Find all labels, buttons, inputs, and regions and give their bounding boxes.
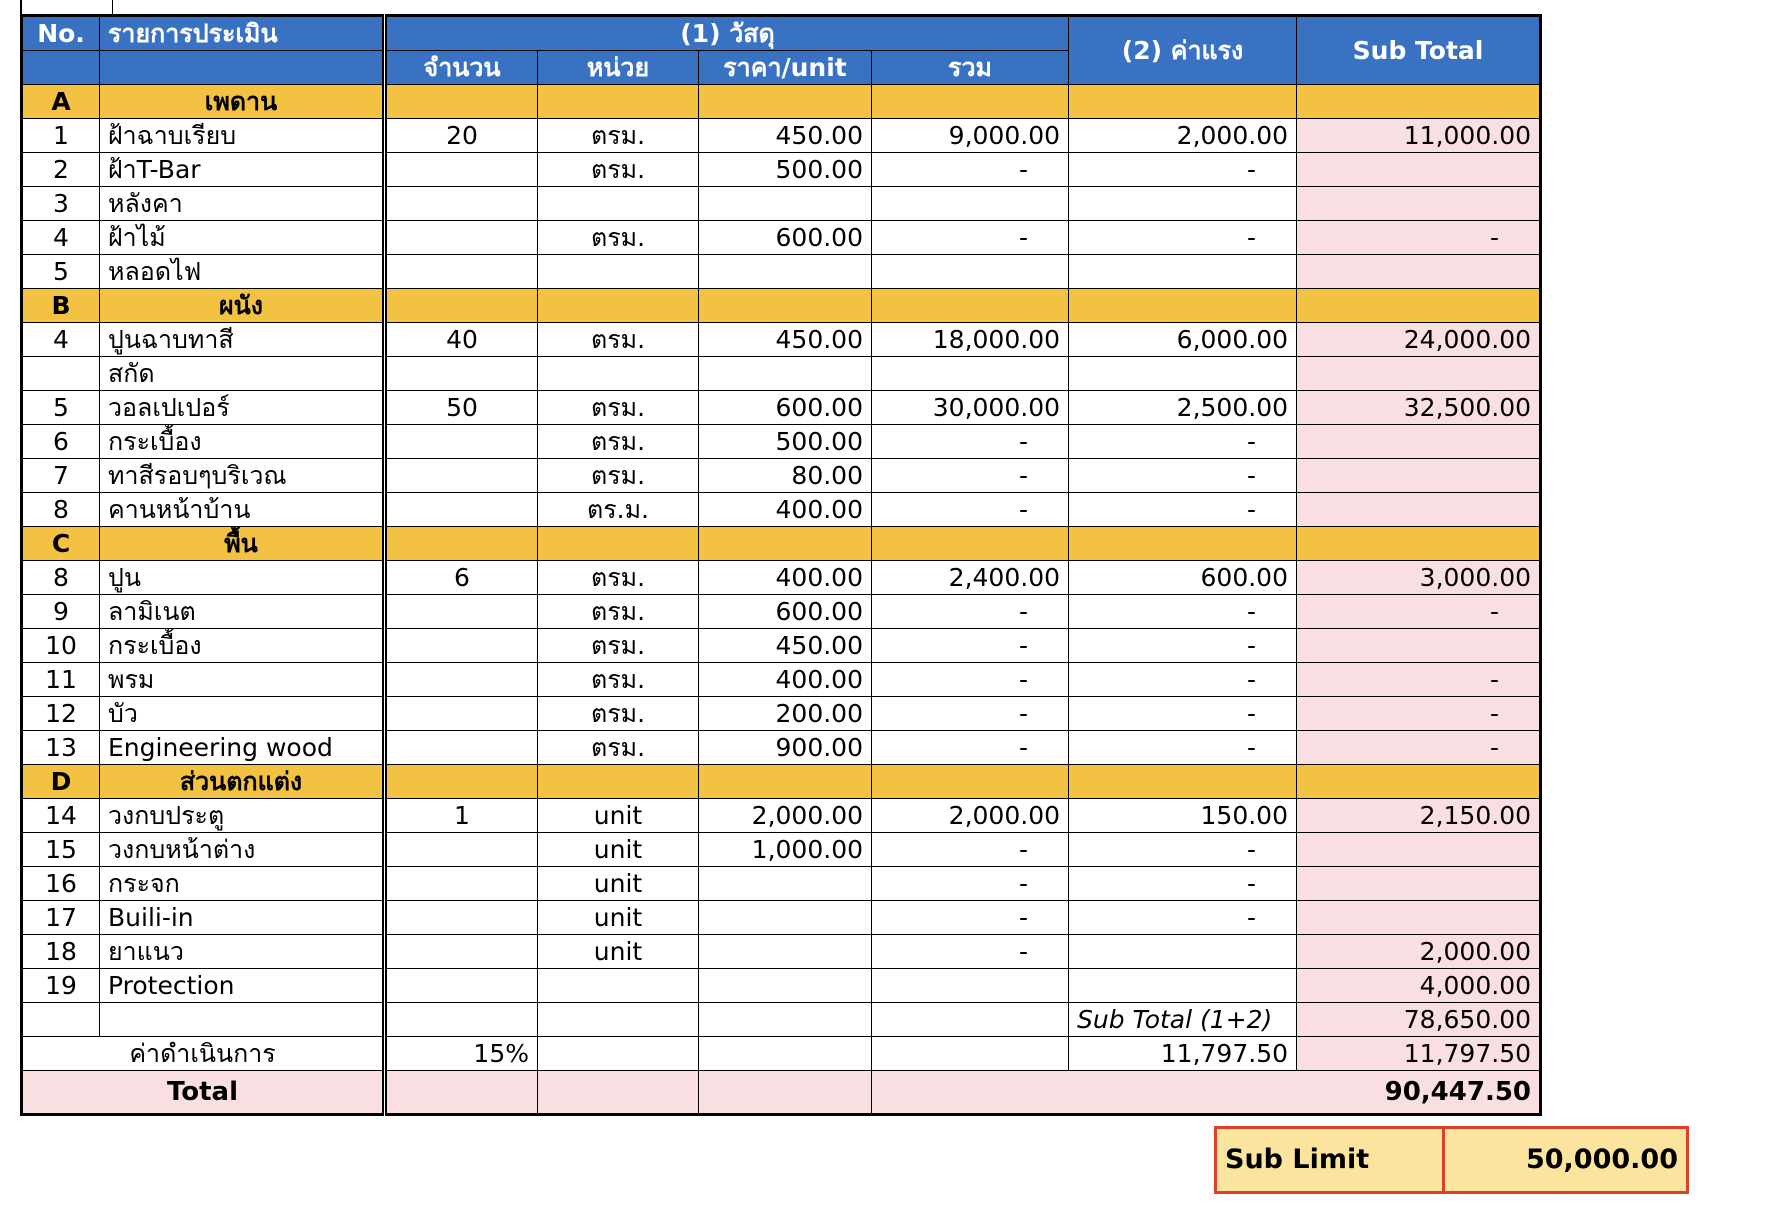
row-no: 13 bbox=[22, 731, 100, 765]
section-blank-cell bbox=[1297, 85, 1541, 119]
row-subtotal bbox=[1297, 901, 1541, 935]
row-item: หลอดไฟ bbox=[100, 255, 385, 289]
header-subtotal: Sub Total bbox=[1297, 16, 1541, 85]
row-qty bbox=[385, 357, 538, 391]
row-no: 11 bbox=[22, 663, 100, 697]
row-labor bbox=[1069, 935, 1297, 969]
row-qty bbox=[385, 629, 538, 663]
row-labor: - bbox=[1069, 425, 1297, 459]
row-qty bbox=[385, 833, 538, 867]
row-item: กระจก bbox=[100, 867, 385, 901]
table-row bbox=[22, 731, 1541, 765]
row-price: 450.00 bbox=[699, 119, 872, 153]
sub-limit-label: Sub Limit bbox=[1216, 1128, 1444, 1193]
row-price bbox=[699, 935, 872, 969]
row-no: 9 bbox=[22, 595, 100, 629]
row-no bbox=[22, 357, 100, 391]
total-blank bbox=[699, 1071, 872, 1115]
row-sum: - bbox=[872, 425, 1069, 459]
row-item: คานหน้าบ้าน bbox=[100, 493, 385, 527]
section-blank-cell bbox=[872, 289, 1069, 323]
row-labor: - bbox=[1069, 867, 1297, 901]
header-labor: (2) ค่าแรง bbox=[1069, 16, 1297, 85]
row-labor: - bbox=[1069, 901, 1297, 935]
row-price: 600.00 bbox=[699, 391, 872, 425]
section-header-row bbox=[22, 765, 1541, 799]
row-subtotal: 32,500.00 bbox=[1297, 391, 1541, 425]
row-unit: ตรม. bbox=[538, 221, 699, 255]
table-row bbox=[22, 867, 1541, 901]
row-subtotal: 2,000.00 bbox=[1297, 935, 1541, 969]
row-labor bbox=[1069, 187, 1297, 221]
operation-row bbox=[22, 1037, 1541, 1071]
header-qty: จำนวน bbox=[385, 51, 538, 85]
row-price: 400.00 bbox=[699, 663, 872, 697]
header-row-1 bbox=[22, 16, 1541, 51]
row-qty bbox=[385, 935, 538, 969]
row-unit: ตรม. bbox=[538, 459, 699, 493]
row-labor: - bbox=[1069, 697, 1297, 731]
row-item: ฝ้าฉาบเรียบ bbox=[100, 119, 385, 153]
row-unit: ตรม. bbox=[538, 323, 699, 357]
table-row bbox=[22, 969, 1541, 1003]
section-title: เพดาน bbox=[100, 85, 385, 119]
row-no: 2 bbox=[22, 153, 100, 187]
row-subtotal bbox=[1297, 153, 1541, 187]
sub-limit-value: 50,000.00 bbox=[1444, 1128, 1688, 1193]
section-header-row bbox=[22, 85, 1541, 119]
row-item: วงกบประตู bbox=[100, 799, 385, 833]
row-no: 5 bbox=[22, 391, 100, 425]
row-unit: ตรม. bbox=[538, 391, 699, 425]
estimate-table bbox=[20, 14, 1542, 1116]
row-no: 6 bbox=[22, 425, 100, 459]
total-blank bbox=[385, 1071, 538, 1115]
table-row bbox=[22, 187, 1541, 221]
row-sum: - bbox=[872, 833, 1069, 867]
row-sum: - bbox=[872, 663, 1069, 697]
row-price bbox=[699, 187, 872, 221]
row-subtotal bbox=[1297, 833, 1541, 867]
row-unit bbox=[538, 357, 699, 391]
row-unit: unit bbox=[538, 901, 699, 935]
row-unit: ตรม. bbox=[538, 561, 699, 595]
row-unit: unit bbox=[538, 867, 699, 901]
row-item: Buili-in bbox=[100, 901, 385, 935]
header-materials: (1) วัสดุ bbox=[385, 16, 1069, 51]
row-item: ลามิเนต bbox=[100, 595, 385, 629]
table-row bbox=[22, 153, 1541, 187]
row-subtotal: 4,000.00 bbox=[1297, 969, 1541, 1003]
section-blank-cell bbox=[699, 85, 872, 119]
table-row bbox=[22, 255, 1541, 289]
row-no: 12 bbox=[22, 697, 100, 731]
row-price: 600.00 bbox=[699, 221, 872, 255]
section-blank-cell bbox=[1069, 85, 1297, 119]
row-qty: 1 bbox=[385, 799, 538, 833]
row-item: บัว bbox=[100, 697, 385, 731]
section-blank-cell bbox=[538, 765, 699, 799]
row-subtotal: - bbox=[1297, 731, 1541, 765]
row-unit: ตรม. bbox=[538, 119, 699, 153]
row-sum: 2,000.00 bbox=[872, 799, 1069, 833]
section-blank-cell bbox=[538, 527, 699, 561]
row-price bbox=[699, 901, 872, 935]
row-subtotal: - bbox=[1297, 663, 1541, 697]
row-price: 400.00 bbox=[699, 493, 872, 527]
table-row bbox=[22, 697, 1541, 731]
table-row bbox=[22, 935, 1541, 969]
row-subtotal bbox=[1297, 867, 1541, 901]
row-price: 450.00 bbox=[699, 629, 872, 663]
row-item: กระเบื้อง bbox=[100, 425, 385, 459]
row-qty: 40 bbox=[385, 323, 538, 357]
table-row bbox=[22, 595, 1541, 629]
row-item: ทาสีรอบๆบริเวณ bbox=[100, 459, 385, 493]
subtotal-blank bbox=[872, 1003, 1069, 1037]
row-labor: - bbox=[1069, 221, 1297, 255]
row-no: 4 bbox=[22, 323, 100, 357]
row-item: วอลเปเปอร์ bbox=[100, 391, 385, 425]
row-unit: ตรม. bbox=[538, 697, 699, 731]
section-blank-cell bbox=[385, 85, 538, 119]
row-no: 1 bbox=[22, 119, 100, 153]
row-subtotal bbox=[1297, 187, 1541, 221]
row-sum: - bbox=[872, 595, 1069, 629]
row-sum: - bbox=[872, 935, 1069, 969]
sub-limit-box bbox=[1214, 1126, 1689, 1194]
row-item: Engineering wood bbox=[100, 731, 385, 765]
subtotal-blank bbox=[699, 1003, 872, 1037]
row-unit bbox=[538, 187, 699, 221]
row-labor: - bbox=[1069, 663, 1297, 697]
row-price bbox=[699, 969, 872, 1003]
row-item: ฝ้าT-Bar bbox=[100, 153, 385, 187]
row-labor: 2,500.00 bbox=[1069, 391, 1297, 425]
row-sum: - bbox=[872, 493, 1069, 527]
section-code: D bbox=[22, 765, 100, 799]
section-blank-cell bbox=[1297, 765, 1541, 799]
operation-label: ค่าดำเนินการ bbox=[22, 1037, 385, 1071]
row-unit: unit bbox=[538, 799, 699, 833]
row-qty bbox=[385, 425, 538, 459]
row-qty bbox=[385, 459, 538, 493]
row-qty bbox=[385, 255, 538, 289]
row-sum: - bbox=[872, 221, 1069, 255]
section-blank-cell bbox=[699, 289, 872, 323]
row-no: 3 bbox=[22, 187, 100, 221]
row-subtotal bbox=[1297, 357, 1541, 391]
row-labor bbox=[1069, 969, 1297, 1003]
section-header-row bbox=[22, 289, 1541, 323]
table-row bbox=[22, 833, 1541, 867]
section-blank-cell bbox=[872, 85, 1069, 119]
row-item: วงกบหน้าต่าง bbox=[100, 833, 385, 867]
row-qty bbox=[385, 697, 538, 731]
operation-value: 11,797.50 bbox=[1297, 1037, 1541, 1071]
section-header-row bbox=[22, 527, 1541, 561]
row-price: 600.00 bbox=[699, 595, 872, 629]
row-price bbox=[699, 867, 872, 901]
row-unit bbox=[538, 255, 699, 289]
row-labor: - bbox=[1069, 731, 1297, 765]
section-blank-cell bbox=[385, 527, 538, 561]
row-sum bbox=[872, 969, 1069, 1003]
row-unit: ตรม. bbox=[538, 731, 699, 765]
header-unit: หน่วย bbox=[538, 51, 699, 85]
row-sum bbox=[872, 187, 1069, 221]
table-row bbox=[22, 561, 1541, 595]
operation-pct: 15% bbox=[385, 1037, 538, 1071]
row-labor: - bbox=[1069, 629, 1297, 663]
row-qty bbox=[385, 595, 538, 629]
row-item: สกัด bbox=[100, 357, 385, 391]
row-unit: unit bbox=[538, 935, 699, 969]
row-qty bbox=[385, 153, 538, 187]
section-title: ส่วนตกแต่ง bbox=[100, 765, 385, 799]
section-title: พื้น bbox=[100, 527, 385, 561]
row-price: 450.00 bbox=[699, 323, 872, 357]
section-code: B bbox=[22, 289, 100, 323]
row-item: ปูนฉาบทาสี bbox=[100, 323, 385, 357]
total-label: Total bbox=[22, 1071, 385, 1115]
subtotal-blank bbox=[385, 1003, 538, 1037]
section-blank-cell bbox=[699, 527, 872, 561]
row-price bbox=[699, 357, 872, 391]
table-row bbox=[22, 391, 1541, 425]
row-no: 5 bbox=[22, 255, 100, 289]
row-item: กระเบื้อง bbox=[100, 629, 385, 663]
subtotal-blank bbox=[538, 1003, 699, 1037]
row-subtotal: 3,000.00 bbox=[1297, 561, 1541, 595]
row-sum: - bbox=[872, 697, 1069, 731]
section-blank-cell bbox=[1297, 527, 1541, 561]
row-price: 2,000.00 bbox=[699, 799, 872, 833]
row-no: 15 bbox=[22, 833, 100, 867]
section-blank-cell bbox=[538, 85, 699, 119]
row-item: Protection bbox=[100, 969, 385, 1003]
row-subtotal bbox=[1297, 629, 1541, 663]
subtotal-blank bbox=[100, 1003, 385, 1037]
row-sum: - bbox=[872, 731, 1069, 765]
row-subtotal: - bbox=[1297, 221, 1541, 255]
subtotal-label: Sub Total (1+2) bbox=[1069, 1003, 1297, 1037]
operation-blank bbox=[538, 1037, 699, 1071]
row-sum: 18,000.00 bbox=[872, 323, 1069, 357]
row-sum bbox=[872, 357, 1069, 391]
section-blank-cell bbox=[872, 527, 1069, 561]
row-labor bbox=[1069, 357, 1297, 391]
section-blank-cell bbox=[1069, 289, 1297, 323]
row-no: 8 bbox=[22, 561, 100, 595]
row-no: 19 bbox=[22, 969, 100, 1003]
section-blank-cell bbox=[538, 289, 699, 323]
row-sum: - bbox=[872, 629, 1069, 663]
subtotal-row bbox=[22, 1003, 1541, 1037]
section-blank-cell bbox=[385, 765, 538, 799]
row-item: ฝ้าไม้ bbox=[100, 221, 385, 255]
row-unit bbox=[538, 969, 699, 1003]
row-unit: ตรม. bbox=[538, 595, 699, 629]
row-labor: - bbox=[1069, 833, 1297, 867]
row-labor: - bbox=[1069, 493, 1297, 527]
row-qty bbox=[385, 731, 538, 765]
operation-blank bbox=[872, 1037, 1069, 1071]
header-no: No. bbox=[22, 16, 100, 51]
table-row bbox=[22, 425, 1541, 459]
row-sum: 2,400.00 bbox=[872, 561, 1069, 595]
row-qty bbox=[385, 493, 538, 527]
section-title: ผนัง bbox=[100, 289, 385, 323]
row-sum: - bbox=[872, 867, 1069, 901]
total-value: 90,447.50 bbox=[872, 1071, 1541, 1115]
row-qty bbox=[385, 867, 538, 901]
row-subtotal: 24,000.00 bbox=[1297, 323, 1541, 357]
header-blank-item bbox=[100, 51, 385, 85]
row-subtotal: 2,150.00 bbox=[1297, 799, 1541, 833]
subtotal-value: 78,650.00 bbox=[1297, 1003, 1541, 1037]
row-unit: ตรม. bbox=[538, 663, 699, 697]
table-row bbox=[22, 799, 1541, 833]
row-qty bbox=[385, 969, 538, 1003]
row-no: 4 bbox=[22, 221, 100, 255]
row-unit: ตร.ม. bbox=[538, 493, 699, 527]
row-item: หลังคา bbox=[100, 187, 385, 221]
header-blank-no bbox=[22, 51, 100, 85]
total-row bbox=[22, 1071, 1541, 1115]
row-price: 500.00 bbox=[699, 153, 872, 187]
section-blank-cell bbox=[1069, 765, 1297, 799]
row-labor: - bbox=[1069, 595, 1297, 629]
row-unit: ตรม. bbox=[538, 425, 699, 459]
row-labor bbox=[1069, 255, 1297, 289]
row-no: 7 bbox=[22, 459, 100, 493]
row-price: 1,000.00 bbox=[699, 833, 872, 867]
operation-labor: 11,797.50 bbox=[1069, 1037, 1297, 1071]
row-qty bbox=[385, 663, 538, 697]
subtotal-blank bbox=[22, 1003, 100, 1037]
row-labor: 2,000.00 bbox=[1069, 119, 1297, 153]
row-sum: - bbox=[872, 153, 1069, 187]
row-no: 8 bbox=[22, 493, 100, 527]
table-row bbox=[22, 663, 1541, 697]
row-subtotal: - bbox=[1297, 697, 1541, 731]
row-qty: 50 bbox=[385, 391, 538, 425]
row-sum: 30,000.00 bbox=[872, 391, 1069, 425]
table-row bbox=[22, 493, 1541, 527]
row-labor: 600.00 bbox=[1069, 561, 1297, 595]
table-row bbox=[22, 901, 1541, 935]
row-item: ยาแนว bbox=[100, 935, 385, 969]
table-row bbox=[22, 221, 1541, 255]
section-blank-cell bbox=[872, 765, 1069, 799]
table-row bbox=[22, 357, 1541, 391]
row-qty bbox=[385, 221, 538, 255]
row-no: 14 bbox=[22, 799, 100, 833]
row-price: 200.00 bbox=[699, 697, 872, 731]
row-item: ปูน bbox=[100, 561, 385, 595]
row-no: 17 bbox=[22, 901, 100, 935]
header-sum: รวม bbox=[872, 51, 1069, 85]
row-subtotal bbox=[1297, 425, 1541, 459]
total-blank bbox=[538, 1071, 699, 1115]
row-sum: 9,000.00 bbox=[872, 119, 1069, 153]
row-subtotal: - bbox=[1297, 595, 1541, 629]
header-item: รายการประเมิน bbox=[100, 16, 385, 51]
row-qty bbox=[385, 187, 538, 221]
row-unit: ตรม. bbox=[538, 629, 699, 663]
row-subtotal bbox=[1297, 493, 1541, 527]
row-qty bbox=[385, 901, 538, 935]
row-item: พรม bbox=[100, 663, 385, 697]
operation-blank bbox=[699, 1037, 872, 1071]
section-blank-cell bbox=[385, 289, 538, 323]
section-blank-cell bbox=[1069, 527, 1297, 561]
row-price: 80.00 bbox=[699, 459, 872, 493]
section-blank-cell bbox=[1297, 289, 1541, 323]
row-labor: - bbox=[1069, 459, 1297, 493]
row-unit: unit bbox=[538, 833, 699, 867]
table-row bbox=[22, 459, 1541, 493]
row-subtotal bbox=[1297, 255, 1541, 289]
row-price: 400.00 bbox=[699, 561, 872, 595]
table-row bbox=[22, 119, 1541, 153]
table-row bbox=[22, 323, 1541, 357]
section-code: A bbox=[22, 85, 100, 119]
section-code: C bbox=[22, 527, 100, 561]
table-row bbox=[22, 629, 1541, 663]
row-subtotal bbox=[1297, 459, 1541, 493]
row-sum: - bbox=[872, 459, 1069, 493]
section-blank-cell bbox=[699, 765, 872, 799]
row-sum: - bbox=[872, 901, 1069, 935]
row-no: 16 bbox=[22, 867, 100, 901]
row-price: 900.00 bbox=[699, 731, 872, 765]
row-qty: 20 bbox=[385, 119, 538, 153]
row-qty: 6 bbox=[385, 561, 538, 595]
row-unit: ตรม. bbox=[538, 153, 699, 187]
row-price: 500.00 bbox=[699, 425, 872, 459]
row-no: 18 bbox=[22, 935, 100, 969]
row-labor: 6,000.00 bbox=[1069, 323, 1297, 357]
row-labor: - bbox=[1069, 153, 1297, 187]
row-price bbox=[699, 255, 872, 289]
row-no: 10 bbox=[22, 629, 100, 663]
row-sum bbox=[872, 255, 1069, 289]
header-price: ราคา/unit bbox=[699, 51, 872, 85]
row-subtotal: 11,000.00 bbox=[1297, 119, 1541, 153]
row-labor: 150.00 bbox=[1069, 799, 1297, 833]
